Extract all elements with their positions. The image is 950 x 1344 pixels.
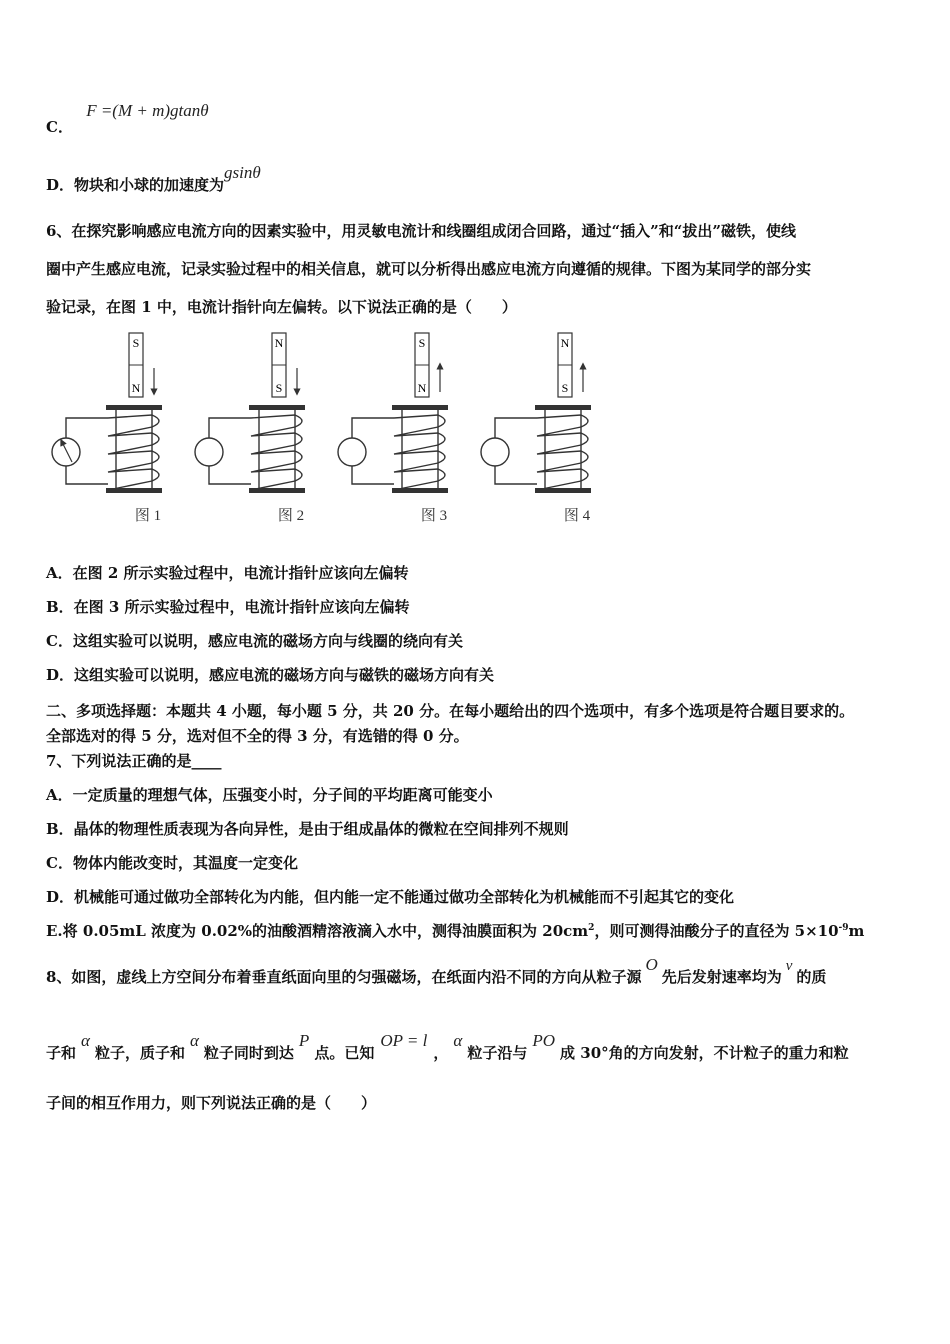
figure-4 (481, 333, 591, 524)
q6-line-1: 6、在探究影响感应电流方向的因素实验中，用灵敏电流计和线圈组成闭合回路，通过“插入”和“拔出”磁铁，使线 (46, 222, 796, 240)
q6-line-3: 验记录，在图 1 中，电流计指针向左偏转。以下说法正确的是（ ） (46, 298, 517, 316)
figure-caption: 图 4 (563, 508, 591, 524)
q8-text-5: 粒子，质子和 (94, 1044, 185, 1062)
galvanometer-icon (195, 438, 223, 466)
section-2-line-1: 二、多项选择题：本题共 4 小题，每小题 5 分，共 20 分。在每小题给出的四个选项中，有多个选项是符合题目要求的。 (46, 702, 855, 720)
q6-option-c: C．这组实验可以说明，感应电流的磁场方向与线圈的绕向有关 (46, 632, 463, 650)
q8-symbol-o: O (645, 955, 658, 974)
magnet-top-pole: S (132, 336, 140, 350)
figure-caption: 图 1 (134, 508, 162, 524)
q8-text-9: 粒子沿与 (467, 1044, 528, 1062)
wire-top (352, 418, 394, 438)
figure-1 (52, 333, 162, 524)
galvanometer-icon (338, 438, 366, 466)
coil-top-plate (392, 405, 448, 410)
q8-symbol-v: v (785, 958, 793, 974)
wire-bottom (495, 466, 537, 484)
wire-bottom (66, 466, 108, 484)
q7-option-c: C．物体内能改变时，其温度一定变化 (46, 854, 298, 872)
q7-stem: 7、下列说法正确的是____ (46, 752, 222, 770)
wire-top (66, 418, 108, 438)
q8-symbol-alpha-2: α (189, 1031, 199, 1050)
galvanometer-icon (52, 438, 80, 466)
q8-text-6: 粒子同时到达 (203, 1044, 294, 1062)
magnet-top-pole: S (418, 336, 426, 350)
q8-text-2: 先后发射速率均为 (661, 968, 782, 986)
option-d-text: D．物块和小球的加速度为 (46, 176, 225, 194)
galvanometer-icon (481, 438, 509, 466)
option-d-formula: gsinθ (224, 163, 261, 182)
section-2-line-2: 全部选对的得 5 分，选对但不全的得 3 分，有选错的得 0 分。 (46, 727, 469, 745)
magnet-bottom-pole: N (131, 381, 141, 395)
coil-top-plate (535, 405, 591, 410)
q8-line-1 (46, 955, 827, 987)
magnet-bottom-pole: S (561, 381, 569, 395)
q6-line-2: 圈中产生感应电流，记录实验过程中的相关信息，就可以分析得出感应电流方向遵循的规律。下图为某同学的部分实 (46, 260, 812, 278)
figure-3 (338, 333, 448, 524)
wire-top (495, 418, 537, 438)
wire-top (209, 418, 251, 438)
wire-bottom (209, 466, 251, 484)
q8-line-3: 子间的相互作用力，则下列说法正确的是（ ） (46, 1094, 377, 1112)
option-c-formula: F =(M + m)gtanθ (86, 101, 209, 120)
q8-symbol-op: OP = l (380, 1031, 428, 1050)
q6-option-a: A．在图 2 所示实验过程中，电流计指针应该向左偏转 (46, 564, 409, 582)
q7-option-e-sup-2: -9 (838, 923, 849, 933)
figure-2 (195, 333, 305, 524)
q8-text-4: 子和 (46, 1044, 77, 1062)
magnet-top-pole: N (560, 336, 570, 350)
option-c-label: C． (46, 118, 73, 136)
figure-caption: 图 3 (420, 508, 448, 524)
q6-option-d: D．这组实验可以说明，感应电流的磁场方向与磁铁的磁场方向有关 (46, 666, 495, 684)
q8-symbol-alpha-3: α (453, 1031, 463, 1050)
q8-line-2 (46, 1031, 849, 1063)
q8-symbol-po: PO (532, 1031, 556, 1050)
q7-option-a: A．一定质量的理想气体，压强变小时，分子间的平均距离可能变小 (46, 786, 493, 804)
magnet-bottom-pole: N (417, 381, 427, 395)
option-c-prev (46, 100, 209, 136)
option-d-prev (46, 162, 261, 194)
q7-option-e-text-3: m (848, 922, 865, 940)
q8-symbol-alpha-1: α (81, 1031, 90, 1050)
magnet-bottom-pole: S (275, 381, 283, 395)
q7-option-e-text-1: E.将 0.05mL 浓度为 0.02%的油酸酒精溶液滴入水中，测得油膜面积为 20cm (46, 922, 589, 940)
q8-text-1: 8、如图，虚线上方空间分布着垂直纸面向里的匀强磁场，在纸面内沿不同的方向从粒子源 (46, 968, 642, 986)
q8-text-10: 成 30°角的方向发射，不计粒子的重力和粒 (560, 1044, 849, 1062)
magnet-top-pole: N (274, 336, 284, 350)
q6-option-b: B．在图 3 所示实验过程中，电流计指针应该向左偏转 (46, 598, 410, 616)
q7-option-b: B．晶体的物理性质表现为各向异性，是由于组成晶体的微粒在空间排列不规则 (46, 820, 569, 838)
figure-caption: 图 2 (277, 508, 305, 524)
coil-top-plate (249, 405, 305, 410)
q8-symbol-p: P (298, 1031, 310, 1050)
q7-option-e (46, 920, 864, 941)
wire-bottom (352, 466, 394, 484)
q8-text-3: 的质 (796, 968, 827, 986)
q7-option-e-sup-1: 2 (588, 923, 595, 933)
q7-option-e-text-2: ，则可测得油酸分子的直径为 5×10 (594, 922, 839, 940)
q8-text-7: 点。已知 (314, 1044, 375, 1062)
q7-option-d: D．机械能可通过做功全部转化为内能，但内能一定不能通过做功全部转化为机械能而不引起其它的变化 (46, 888, 735, 906)
coil-top-plate (106, 405, 162, 410)
q6-figure (46, 330, 606, 530)
q8-text-8: ， (433, 1044, 449, 1062)
